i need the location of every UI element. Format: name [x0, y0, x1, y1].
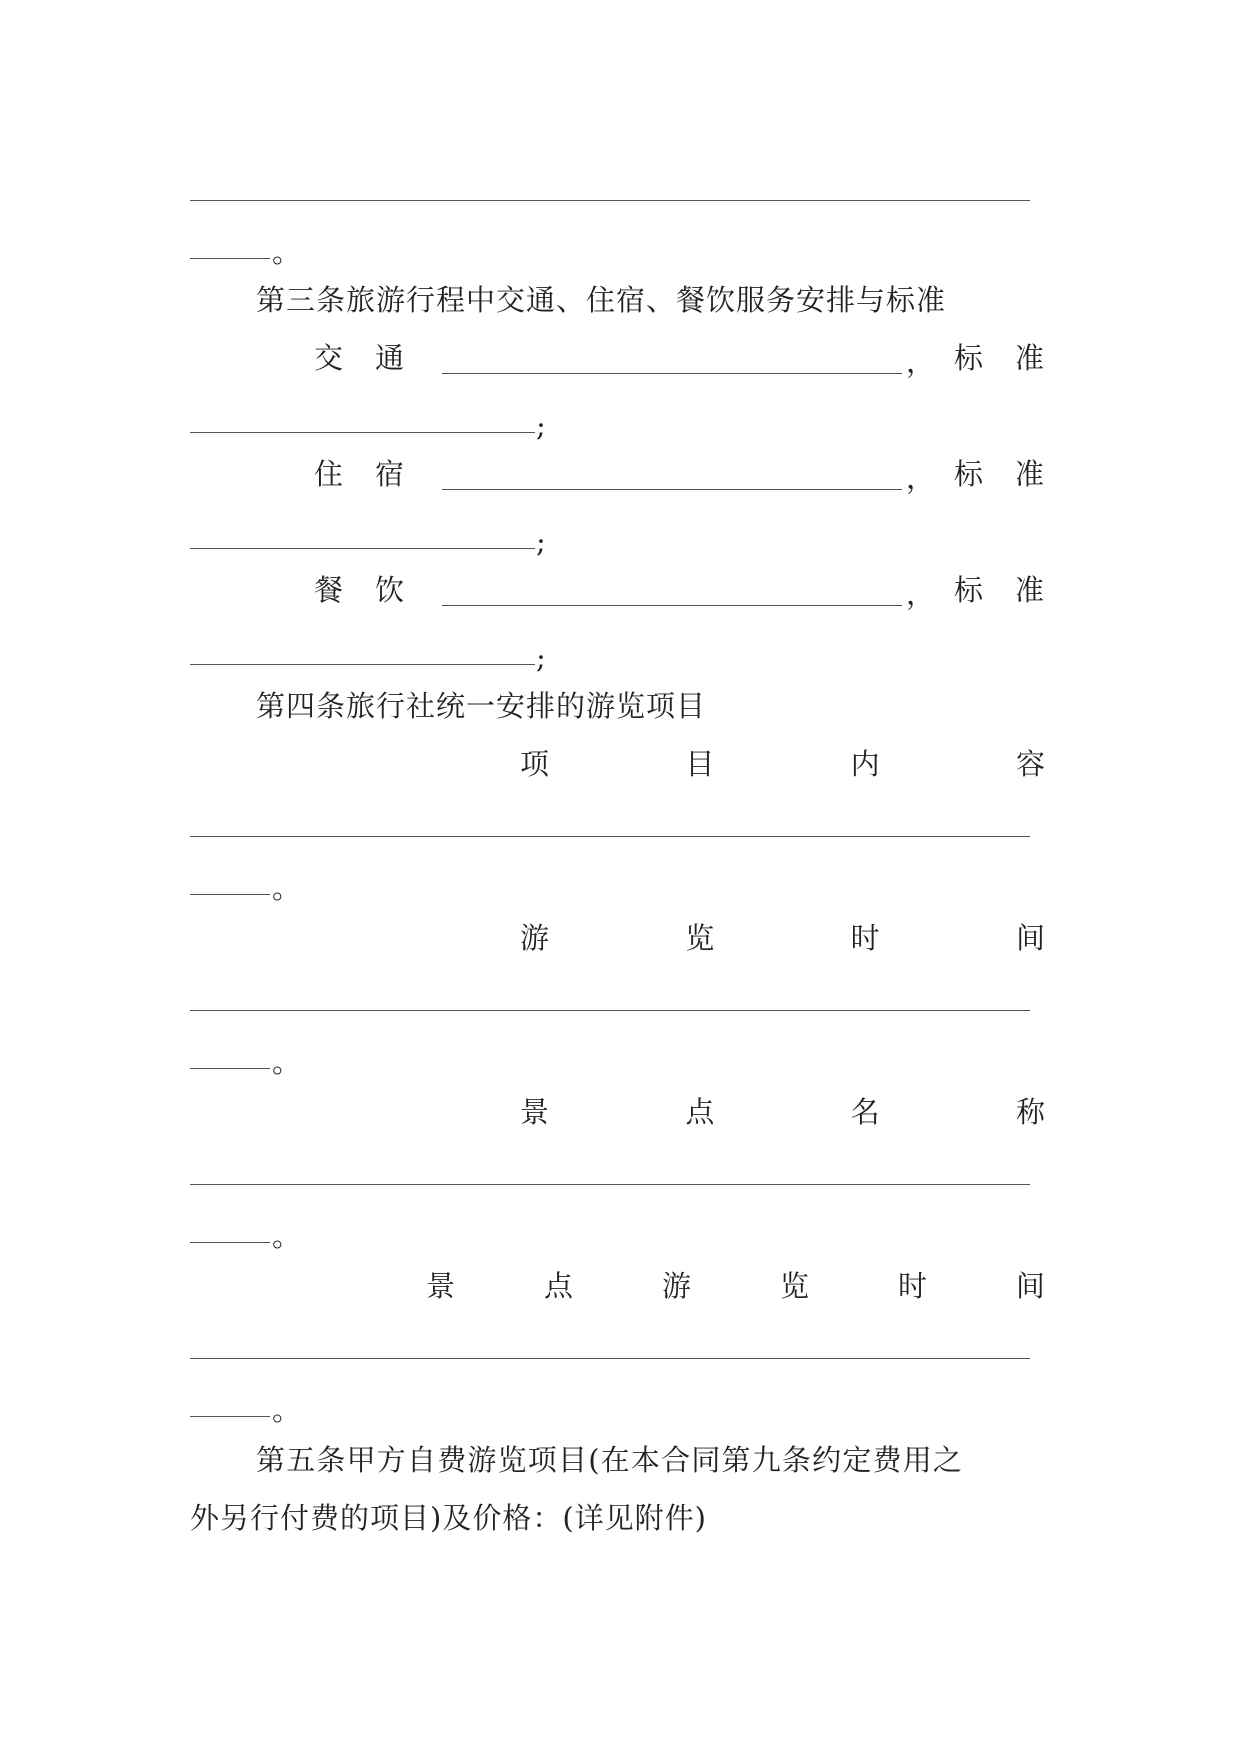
field-label-attraction-tour-time: 景 点 游 览 时 间 — [426, 1269, 1045, 1303]
clause-5-line-2: 外另行付费的项目)及价格：(详见附件) — [190, 1501, 707, 1535]
period: 。 — [272, 1393, 302, 1427]
standard-label: 标 准 — [954, 341, 1045, 375]
blank-line — [190, 200, 1030, 201]
blank-line — [190, 1242, 270, 1243]
field-label-attraction-name: 景 点 名 称 — [520, 1095, 1045, 1129]
blank-line — [190, 258, 270, 259]
period: 。 — [272, 1045, 302, 1079]
blank-line — [442, 373, 902, 374]
blank-line — [190, 664, 535, 665]
field-label-transport: 交 通 — [314, 341, 405, 375]
semicolon: ; — [536, 525, 546, 559]
blank-line — [190, 548, 535, 549]
blank-line — [190, 1416, 270, 1417]
comma: ， — [906, 577, 936, 611]
blank-line — [190, 1358, 1030, 1359]
field-label-tour-time: 游 览 时 间 — [520, 921, 1045, 955]
blank-line — [190, 1184, 1030, 1185]
semicolon: ; — [536, 641, 546, 675]
period: 。 — [272, 871, 302, 905]
field-label-accommodation: 住 宿 — [314, 457, 405, 491]
comma: ， — [906, 345, 936, 379]
comma: ， — [906, 461, 936, 495]
field-label-item-content: 项 目 内 容 — [520, 747, 1045, 781]
blank-line — [190, 432, 535, 433]
clause-5-line-1: 第五条甲方自费游览项目(在本合同第九条约定费用之 — [256, 1443, 964, 1477]
blank-line — [190, 894, 270, 895]
semicolon: ; — [536, 409, 546, 443]
standard-label: 标 准 — [954, 457, 1045, 491]
clause-4-heading: 第四条旅行社统一安排的游览项目 — [256, 689, 707, 723]
standard-label: 标 准 — [954, 573, 1045, 607]
blank-line — [190, 1068, 270, 1069]
blank-line — [442, 605, 902, 606]
blank-line — [442, 489, 902, 490]
blank-line — [190, 1010, 1030, 1011]
clause-3-heading: 第三条旅游行程中交通、住宿、餐饮服务安排与标准 — [256, 283, 947, 317]
period: 。 — [272, 1219, 302, 1253]
field-label-dining: 餐 饮 — [314, 573, 405, 607]
blank-line — [190, 836, 1030, 837]
period: 。 — [272, 235, 302, 269]
